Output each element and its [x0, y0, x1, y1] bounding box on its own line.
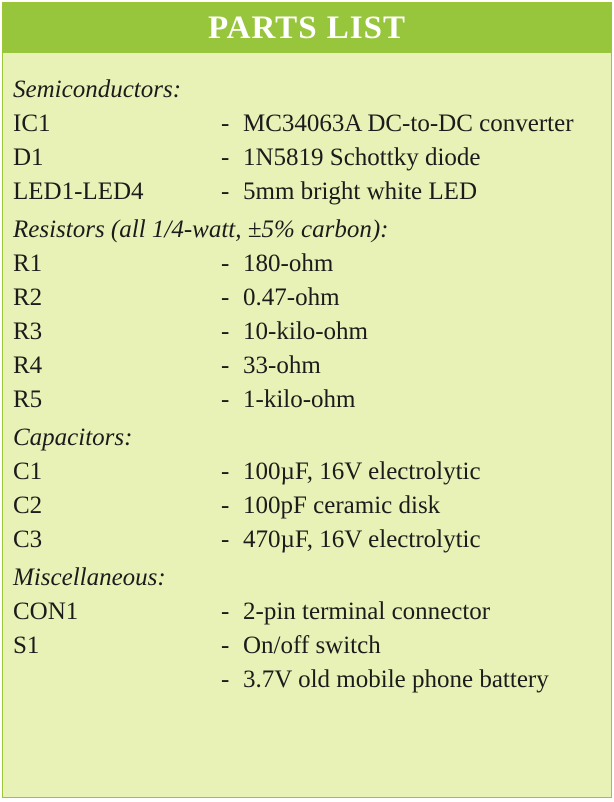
list-item: [13, 629, 611, 663]
part-desc-text: MC34063A DC-to-DC converter: [243, 110, 574, 137]
part-desc-text: 1-kilo-ohm: [243, 386, 356, 413]
dash: -: [221, 144, 230, 171]
list-item: [13, 349, 611, 383]
dash: -: [221, 458, 230, 485]
part-ref: C1: [13, 458, 43, 485]
section-miscellaneous: [13, 561, 611, 697]
list-item: [13, 315, 611, 349]
part-ref: R3: [13, 318, 43, 345]
dash: -: [221, 386, 230, 413]
part-desc: [221, 595, 581, 629]
section-heading: Capacitors:: [13, 424, 133, 451]
part-desc: [221, 663, 581, 697]
list-item: [13, 523, 611, 557]
part-ref: D1: [13, 144, 44, 171]
part-desc-text: 5mm bright white LED: [243, 178, 477, 205]
dash: -: [221, 492, 230, 519]
dash: -: [221, 284, 230, 311]
part-ref: C3: [13, 526, 43, 553]
part-desc-text: 470µF, 16V electrolytic: [243, 526, 481, 553]
list-item: [13, 281, 611, 315]
part-desc: [221, 523, 581, 557]
section-capacitors: [13, 421, 611, 557]
dash: -: [221, 318, 230, 345]
part-desc: [221, 489, 581, 523]
part-ref: [13, 663, 221, 697]
list-item: [13, 455, 611, 489]
part-ref: R4: [13, 352, 43, 379]
dash: -: [221, 110, 230, 137]
part-ref: S1: [13, 632, 40, 659]
section-heading: Miscellaneous:: [13, 564, 166, 591]
list-item: [13, 141, 611, 175]
dash: -: [221, 526, 230, 553]
list-item: [13, 175, 611, 209]
list-item: [13, 107, 611, 141]
list-item: [13, 247, 611, 281]
part-ref: CON1: [13, 598, 79, 625]
part-desc: [221, 455, 581, 489]
part-desc-text: 2-pin terminal connector: [243, 598, 491, 625]
part-ref: R1: [13, 250, 43, 277]
page-title: PARTS LIST: [207, 9, 407, 46]
section-heading: Resistors (all 1/4-watt, ±5% carbon):: [13, 216, 389, 243]
part-desc-text: 0.47-ohm: [243, 284, 340, 311]
part-desc: [221, 629, 581, 663]
part-desc-text: 33-ohm: [243, 352, 321, 379]
section-resistors: [13, 213, 611, 417]
part-ref: IC1: [13, 110, 51, 137]
part-desc: [221, 175, 581, 209]
part-desc-text: 100µF, 16V electrolytic: [243, 458, 481, 485]
part-desc: [221, 349, 581, 383]
list-item: [13, 595, 611, 629]
dash: -: [221, 598, 230, 625]
parts-list: [3, 53, 611, 697]
list-item: [13, 383, 611, 417]
section-heading: Semiconductors:: [13, 76, 182, 103]
list-item: [13, 663, 611, 697]
part-desc: [221, 383, 581, 417]
part-desc-text: 180-ohm: [243, 250, 334, 277]
dash: -: [221, 632, 230, 659]
part-desc: [221, 141, 581, 175]
part-ref: R2: [13, 284, 43, 311]
part-desc-text: 3.7V old mobile phone battery: [243, 666, 549, 693]
part-desc: [221, 107, 581, 141]
part-desc-text: 10-kilo-ohm: [243, 318, 368, 345]
dash: -: [221, 352, 230, 379]
dash: -: [221, 178, 230, 205]
part-desc-text: 1N5819 Schottky diode: [243, 144, 481, 171]
part-desc: [221, 247, 581, 281]
part-ref: C2: [13, 492, 43, 519]
list-item: [13, 489, 611, 523]
dash: -: [221, 666, 230, 693]
parts-list-panel: [2, 2, 612, 798]
header-bar: [3, 3, 611, 53]
part-desc-text: On/off switch: [243, 632, 381, 659]
part-desc: [221, 315, 581, 349]
part-ref: R5: [13, 386, 43, 413]
part-ref: LED1-LED4: [13, 178, 144, 205]
dash: -: [221, 250, 230, 277]
part-desc: [221, 281, 581, 315]
part-desc-text: 100pF ceramic disk: [243, 492, 441, 519]
section-semiconductors: [13, 73, 611, 209]
